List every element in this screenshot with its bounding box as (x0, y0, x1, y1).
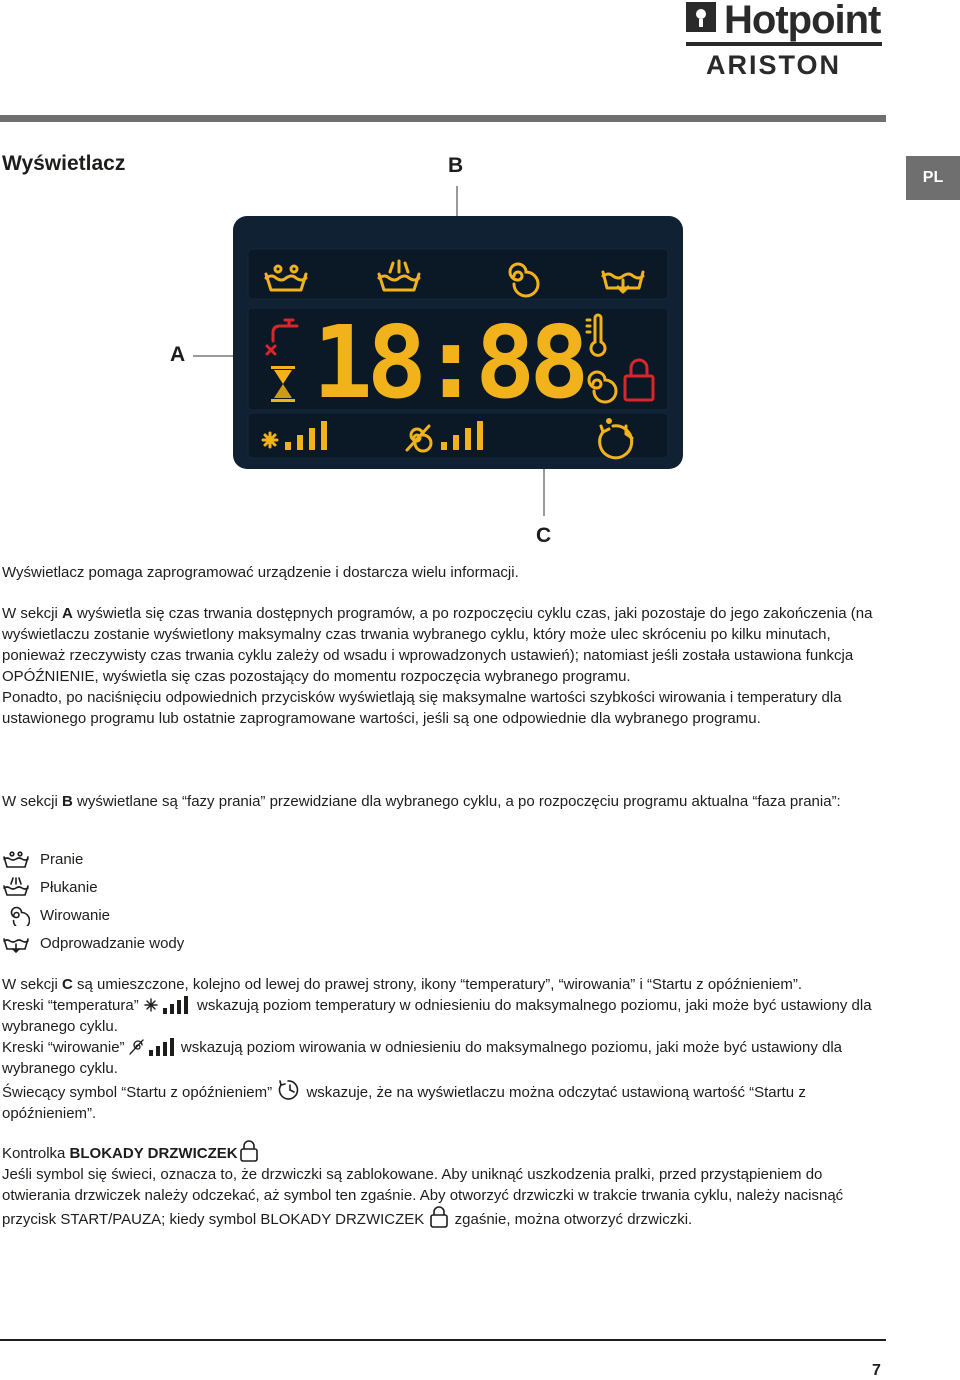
logo-square (686, 2, 716, 32)
spin-text-b: wskazują poziom wirowania w odniesieniu do maksymalnego poziomu, jaki może być ustawiony dla wybranego cyklu. (2, 1039, 843, 1077)
label-b: B (448, 154, 464, 177)
delay-start-icon (276, 1079, 302, 1101)
page-number: 7 (872, 1362, 881, 1379)
label-c: C (536, 524, 552, 547)
label-a: A (170, 343, 186, 366)
spin-icon (2, 904, 30, 926)
lock-title: BLOKADY DRZWICZEK (69, 1145, 238, 1162)
section-a-text (2, 603, 882, 729)
header-rule (0, 115, 886, 122)
list-item (2, 845, 402, 873)
drain-icon (2, 933, 30, 953)
rinse-icon (2, 877, 30, 897)
door-lock-text (2, 1140, 886, 1230)
phase-label: Wirowanie (40, 906, 111, 924)
section-b-lead: W sekcji (2, 793, 62, 810)
section-b-letter: B (62, 793, 73, 810)
lock-lead: Kontrolka (2, 1145, 70, 1162)
phase-label: Płukanie (40, 878, 98, 896)
phase-label: Odprowadzanie wody (40, 934, 185, 952)
lock-text-a: Jeśli symbol się świeci, oznacza to, że drzwiczki są zablokowane. Aby uniknąć uszkodzenia pralki, przed przystąpieniem do otwierania drzwiczek należy odczekać, aż symbol ten zgaśnie. Aby otworzyć drzwiczki w trakcie trwania cyklu, należy nacisnąć przycisk START/PAUZA; kiedy symbol BLOKADY DRZWICZEK (2, 1166, 844, 1228)
display-graphic (233, 216, 683, 469)
section-a-p2: Ponadto, po naciśnięciu odpowiednich przycisków wyświetlają się maksymalne wartości szybkości wirowania i temperatury dla ustawionego programu lub ostatnie zaprogramowane wartości, jeśli są one odpowiednie dla wybranego programu. (2, 689, 842, 727)
section-a-letter: A (62, 605, 73, 622)
temperature-asterisk-icon (263, 433, 277, 447)
temp-text-b: wskazują poziom temperatury w odniesieniu do maksymalnego poziomu, jaki może być ustawiony dla wybranego cyklu. (2, 997, 872, 1035)
page-title: Wyświetlacz (2, 152, 126, 175)
spin-text-a: Kreski “wirowanie” (2, 1039, 129, 1056)
list-item (2, 929, 402, 957)
section-a-p1: wyświetla się czas trwania dostępnych programów, a po rozpoczęciu cyklu czas, jaki pozostaje do jego zakończenia (na wyświetlaczu zostanie wyświetlony maksymalny czas trwania wybranego cyklu, który może ulec skróceniu po kilku minutach, ponieważ rzeczywisty czas trwania cyklu zależy od wsadu i wprowadzonych ustawień); natomiast jeśli została ustawiona funkcja OPÓŹNIENIE, wyświetla się czas pozostający do momentu rozpoczęcia wybranego programu. (2, 605, 873, 685)
phase-label: Pranie (40, 850, 84, 868)
language-badge: PL (906, 156, 960, 200)
time-readout: 18:88 (312, 304, 584, 421)
footer-rule (0, 1339, 886, 1341)
spin-bars-icon (129, 1038, 177, 1056)
wash-icon (2, 849, 30, 869)
lock-text-b: zgaśnie, można otworzyć drzwiczki. (450, 1211, 693, 1228)
brand-underline (686, 42, 882, 46)
door-lock-icon (428, 1206, 450, 1228)
section-c-lead: W sekcji (2, 976, 62, 993)
brand-top: Hotpoint (724, 0, 881, 42)
door-lock-icon (238, 1140, 260, 1162)
section-b-body: wyświetlane są “fazy prania” przewidziane dla wybranego cyklu, a po rozpoczęciu programu aktualna “faza prania”: (72, 793, 841, 810)
brand-bottom: ARISTON (706, 50, 842, 80)
phase-list (2, 845, 402, 957)
delay-text-a: Świecący symbol “Startu z opóźnieniem” (2, 1084, 277, 1101)
display-panel (233, 216, 683, 469)
list-item (2, 901, 402, 929)
section-c-body: są umieszczone, kolejno od lewej do prawej strony, ikony “temperatury”, “wirowania” i “Startu z opóźnieniem”. (72, 976, 803, 993)
brand-logo (684, 0, 884, 80)
section-c-letter: C (62, 976, 73, 993)
section-c-text (2, 974, 886, 1124)
temp-text-a: Kreski “temperatura” (2, 997, 143, 1014)
section-b-text (2, 791, 882, 812)
delay-text-b: wskazuje, że na wyświetlaczu można odczytać ustawioną wartość “Startu z opóźnieniem”. (2, 1084, 806, 1122)
section-a-lead: W sekcji (2, 605, 62, 622)
temperature-bars-icon (143, 996, 193, 1014)
intro-text: Wyświetlacz pomaga zaprogramować urządzenie i dostarcza wielu informacji. (2, 564, 519, 581)
list-item (2, 873, 402, 901)
